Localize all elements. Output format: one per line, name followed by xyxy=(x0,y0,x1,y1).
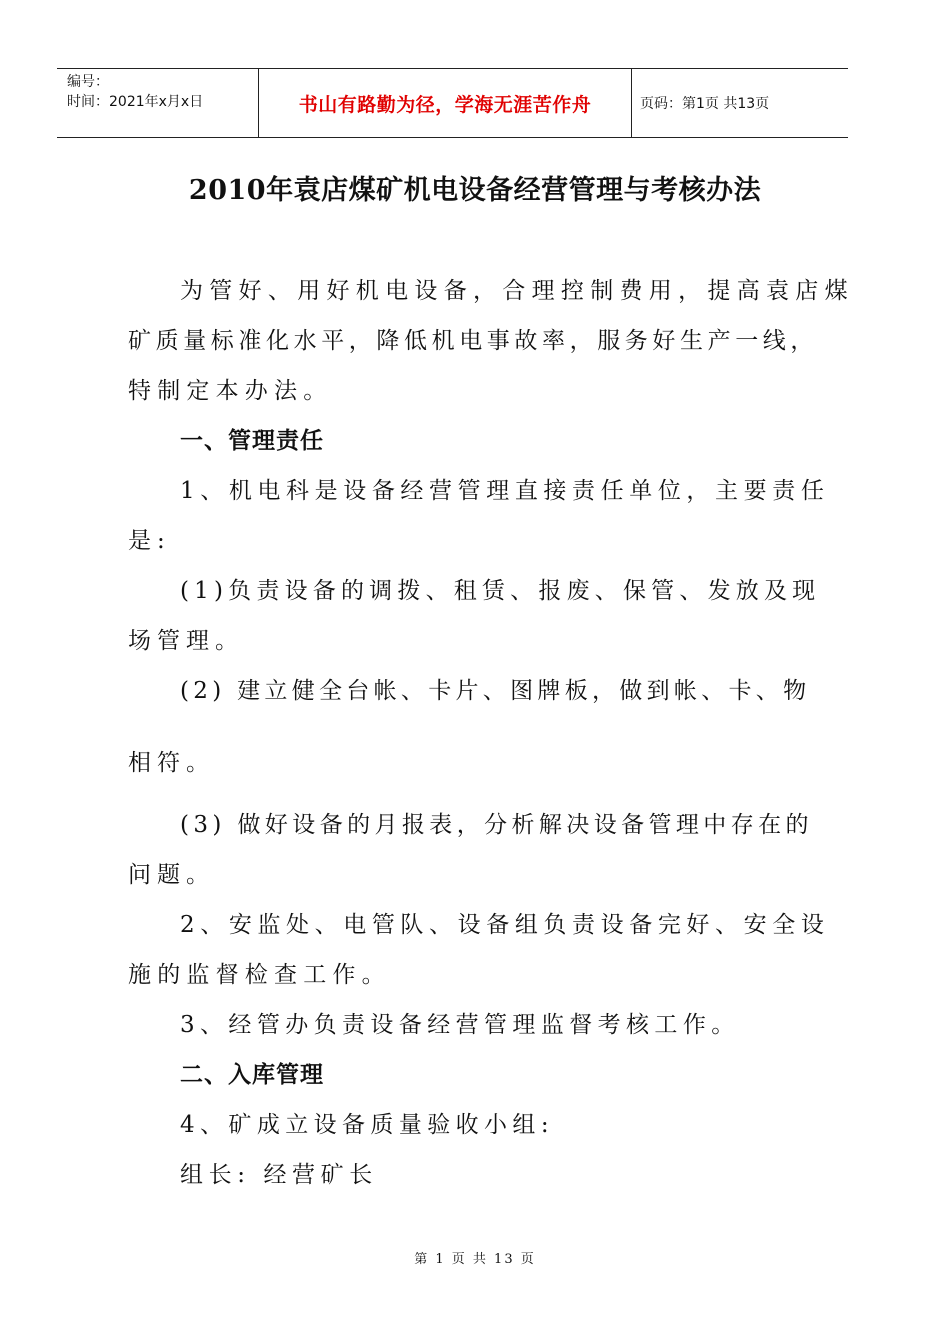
body-line: 特制定本办法。 xyxy=(128,378,333,404)
body-line: 2、安监处、电管队、设备组负责设备完好、安全设 xyxy=(180,912,830,938)
body-line: 施的监督检查工作。 xyxy=(128,962,391,988)
body-line: 相符。 xyxy=(128,750,215,776)
body-line: (1)负责设备的调拨、租赁、报废、保管、发放及现 xyxy=(180,578,821,604)
document-title: 2010年袁店煤矿机电设备经营管理与考核办法 xyxy=(188,175,762,206)
body-line: 1、机电科是设备经营管理直接责任单位，主要责任 xyxy=(180,478,830,504)
page-footer: 第 1 页 共 13 页 xyxy=(414,1252,536,1267)
body-line: (2) 建立健全台帐、卡片、图牌板，做到帐、卡、物 xyxy=(180,678,811,704)
section-heading: 二、入库管理 xyxy=(180,1062,324,1088)
header-motto: 书山有路勤为径，学海无涯苦作舟 xyxy=(259,69,632,137)
time-label: 时间：2021年x月x日 xyxy=(67,94,204,110)
body-line: 场管理。 xyxy=(128,628,244,654)
header-meta xyxy=(57,69,259,137)
body-line: 问题。 xyxy=(128,862,215,888)
body-line: 4、矿成立设备质量验收小组: xyxy=(180,1112,554,1138)
body-line: 是: xyxy=(128,528,171,554)
header-page-info: 页码：第1页 共13页 xyxy=(640,96,770,112)
section-heading: 一、管理责任 xyxy=(180,428,324,454)
body-line: 组长: 经营矿长 xyxy=(180,1162,378,1188)
body-line: (3) 做好设备的月报表，分析解决设备管理中存在的 xyxy=(180,812,813,838)
body-line: 矿质量标准化水平，降低机电事故率，服务好生产一线， xyxy=(128,328,818,354)
page-header xyxy=(57,68,848,138)
number-label: 编号： xyxy=(67,74,109,90)
body-line: 为管好、用好机电设备，合理控制费用，提高袁店煤 xyxy=(180,278,854,304)
body-line: 3、经管办负责设备经营管理监督考核工作。 xyxy=(180,1012,740,1038)
